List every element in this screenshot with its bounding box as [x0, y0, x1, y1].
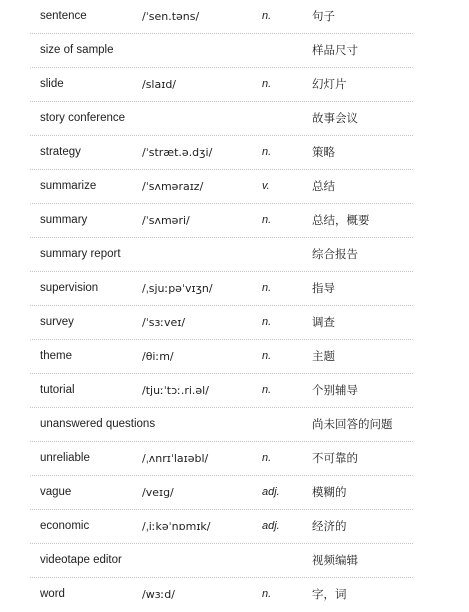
entry-word: summarize: [40, 180, 97, 192]
entry-word: story conference: [40, 112, 126, 124]
entry-part-of-speech: n.: [262, 146, 272, 158]
entry-part-of-speech: n.: [262, 282, 272, 294]
entry-meaning: 不可靠的: [312, 451, 358, 465]
entry-phonetic: /ˌʌnrɪˈlaɪəbl/: [142, 452, 209, 465]
entry-phonetic: /ˈsʌməri/: [142, 214, 190, 227]
list-item: [30, 204, 413, 238]
entry-phonetic: /ˌsjuːpəˈvɪʒn/: [142, 282, 213, 295]
entry-word: videotape editor: [40, 554, 122, 566]
list-item: [30, 544, 413, 578]
entry-part-of-speech: adj.: [262, 520, 280, 532]
list-item: [30, 374, 413, 408]
entry-meaning: 总结: [312, 179, 335, 193]
list-item: [30, 476, 413, 510]
entry-meaning: 总结，概要: [312, 213, 370, 227]
entry-meaning: 综合报告: [312, 247, 358, 261]
entry-word: unanswered questions: [40, 418, 156, 430]
entry-meaning: 句子: [312, 9, 335, 23]
entry-meaning: 视频编辑: [312, 553, 358, 567]
entry-part-of-speech: n.: [262, 384, 272, 396]
entry-word: size of sample: [40, 44, 114, 56]
entry-meaning: 尚未回答的问题: [312, 417, 393, 431]
entry-word: survey: [40, 316, 74, 328]
entry-phonetic: /ˈstræt.ə.dʒi/: [142, 146, 213, 159]
entry-word: theme: [40, 350, 72, 362]
list-item: [30, 238, 413, 272]
entry-meaning: 个别辅导: [312, 383, 358, 397]
list-item: [30, 272, 413, 306]
entry-part-of-speech: adj.: [262, 486, 280, 498]
entry-word: unreliable: [40, 452, 90, 464]
entry-phonetic: /ˌiːkəˈnɒmɪk/: [142, 520, 211, 533]
entry-word: tutorial: [40, 384, 75, 396]
entry-part-of-speech: n.: [262, 588, 272, 600]
list-item: [30, 442, 413, 476]
entry-phonetic: /slaɪd/: [142, 78, 177, 91]
entry-part-of-speech: n.: [262, 78, 272, 90]
entry-word: vague: [40, 486, 72, 498]
entry-meaning: 故事会议: [312, 111, 358, 125]
list-item: [30, 34, 413, 68]
entry-word: slide: [40, 78, 64, 90]
list-item: [30, 102, 413, 136]
entry-word: word: [40, 588, 65, 600]
entry-phonetic: /θiːm/: [142, 350, 174, 363]
entry-meaning: 指导: [312, 281, 335, 295]
entry-meaning: 样品尺寸: [312, 43, 358, 57]
entry-meaning: 策略: [312, 145, 335, 159]
entry-phonetic: /ˈsen.təns/: [142, 10, 200, 23]
entry-part-of-speech: n.: [262, 316, 272, 328]
vocabulary-list: [30, 0, 413, 612]
entry-word: summary report: [40, 248, 121, 260]
entry-part-of-speech: n.: [262, 452, 272, 464]
list-item: [30, 340, 413, 374]
entry-word: sentence: [40, 10, 87, 22]
list-item: [30, 68, 413, 102]
entry-phonetic: /veɪg/: [142, 486, 174, 499]
entry-meaning: 模糊的: [312, 485, 347, 499]
entry-part-of-speech: n.: [262, 10, 272, 22]
list-item: [30, 170, 413, 204]
entry-part-of-speech: v.: [262, 180, 270, 192]
entry-phonetic: /ˈsɜːveɪ/: [142, 316, 186, 329]
entry-meaning: 调查: [312, 315, 335, 329]
entry-part-of-speech: n.: [262, 350, 272, 362]
entry-word: strategy: [40, 146, 81, 158]
list-item: [30, 0, 413, 34]
list-item: [30, 510, 413, 544]
entry-meaning: 幻灯片: [312, 77, 347, 91]
entry-phonetic: /tjuːˈtɔː.ri.əl/: [142, 384, 209, 397]
entry-meaning: 经济的: [312, 519, 347, 533]
entry-meaning: 主题: [312, 349, 335, 363]
entry-word: summary: [40, 214, 88, 226]
list-item: [30, 306, 413, 340]
entry-word: supervision: [40, 282, 99, 294]
list-item: [30, 136, 413, 170]
entry-word: economic: [40, 520, 90, 532]
list-item: [30, 408, 413, 442]
entry-meaning: 字，词: [312, 587, 347, 601]
entry-phonetic: /ˈsʌməraɪz/: [142, 180, 204, 193]
entry-phonetic: /wɜːd/: [142, 588, 175, 601]
entry-part-of-speech: n.: [262, 214, 272, 226]
